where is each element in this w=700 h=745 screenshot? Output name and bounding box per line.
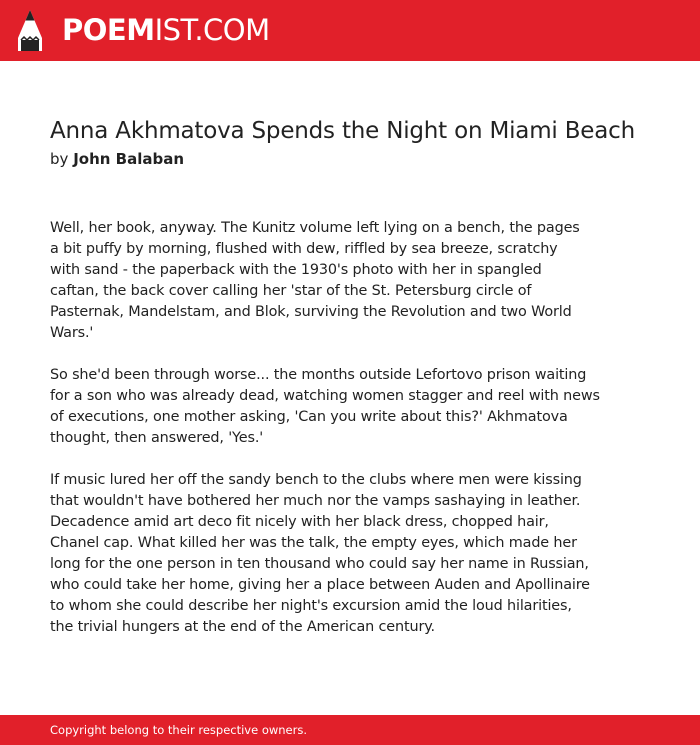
poem-line: If music lured her off the sandy bench to the clubs where men were kissing bbox=[50, 472, 582, 488]
poem-body bbox=[50, 218, 650, 659]
poem-line: who could take her home, giving her a place between Auden and Apollinaire bbox=[50, 577, 590, 593]
poem-line: a bit puffy by morning, flushed with dew, riffled by sea breeze, scratchy bbox=[50, 241, 558, 257]
poem-line: Wars.' bbox=[50, 325, 94, 341]
site-logo[interactable] bbox=[62, 12, 270, 48]
copyright-notice: Copyright belong to their respective owners. bbox=[50, 723, 308, 737]
poem-line: thought, then answered, 'Yes.' bbox=[50, 430, 264, 446]
stanza bbox=[50, 218, 650, 344]
poem-line: for a son who was already dead, watching women stagger and reel with news bbox=[50, 388, 600, 404]
poem-line: So she'd been through worse... the months outside Lefortovo prison waiting bbox=[50, 367, 587, 383]
poem-line: Pasternak, Mandelstam, and Blok, surviving the Revolution and two World bbox=[50, 304, 572, 320]
site-header bbox=[0, 0, 700, 61]
byline-prefix: by bbox=[50, 150, 69, 168]
logo-bold-text: POEM bbox=[62, 13, 155, 47]
poem-line: to whom she could describe her night's excursion amid the loud hilarities, bbox=[50, 598, 572, 614]
poem-line: that wouldn't have bothered her much nor the vamps sashaying in leather. bbox=[50, 493, 581, 509]
poem-line: of executions, one mother asking, 'Can you write about this?' Akhmatova bbox=[50, 409, 568, 425]
logo-light-text: IST.COM bbox=[154, 13, 270, 47]
site-footer bbox=[0, 715, 700, 745]
poem-line: with sand - the paperback with the 1930's photo with her in spangled bbox=[50, 262, 542, 278]
poem-line: caftan, the back cover calling her 'star of the St. Petersburg circle of bbox=[50, 283, 532, 299]
stanza bbox=[50, 365, 650, 449]
poem-line: Decadence amid art deco fit nicely with her black dress, chopped hair, bbox=[50, 514, 549, 530]
poem-line: Chanel cap. What killed her was the talk, the empty eyes, which made her bbox=[50, 535, 577, 551]
author-name[interactable]: John Balaban bbox=[73, 150, 185, 168]
poem-title: Anna Akhmatova Spends the Night on Miami Beach bbox=[50, 118, 635, 144]
pencil-icon[interactable] bbox=[18, 10, 42, 51]
poem-line: long for the one person in ten thousand who could say her name in Russian, bbox=[50, 556, 589, 572]
poem-line: the trivial hungers at the end of the American century. bbox=[50, 619, 435, 635]
poem-line: Well, her book, anyway. The Kunitz volume left lying on a bench, the pages bbox=[50, 220, 580, 236]
stanza bbox=[50, 470, 650, 638]
byline bbox=[50, 148, 184, 170]
